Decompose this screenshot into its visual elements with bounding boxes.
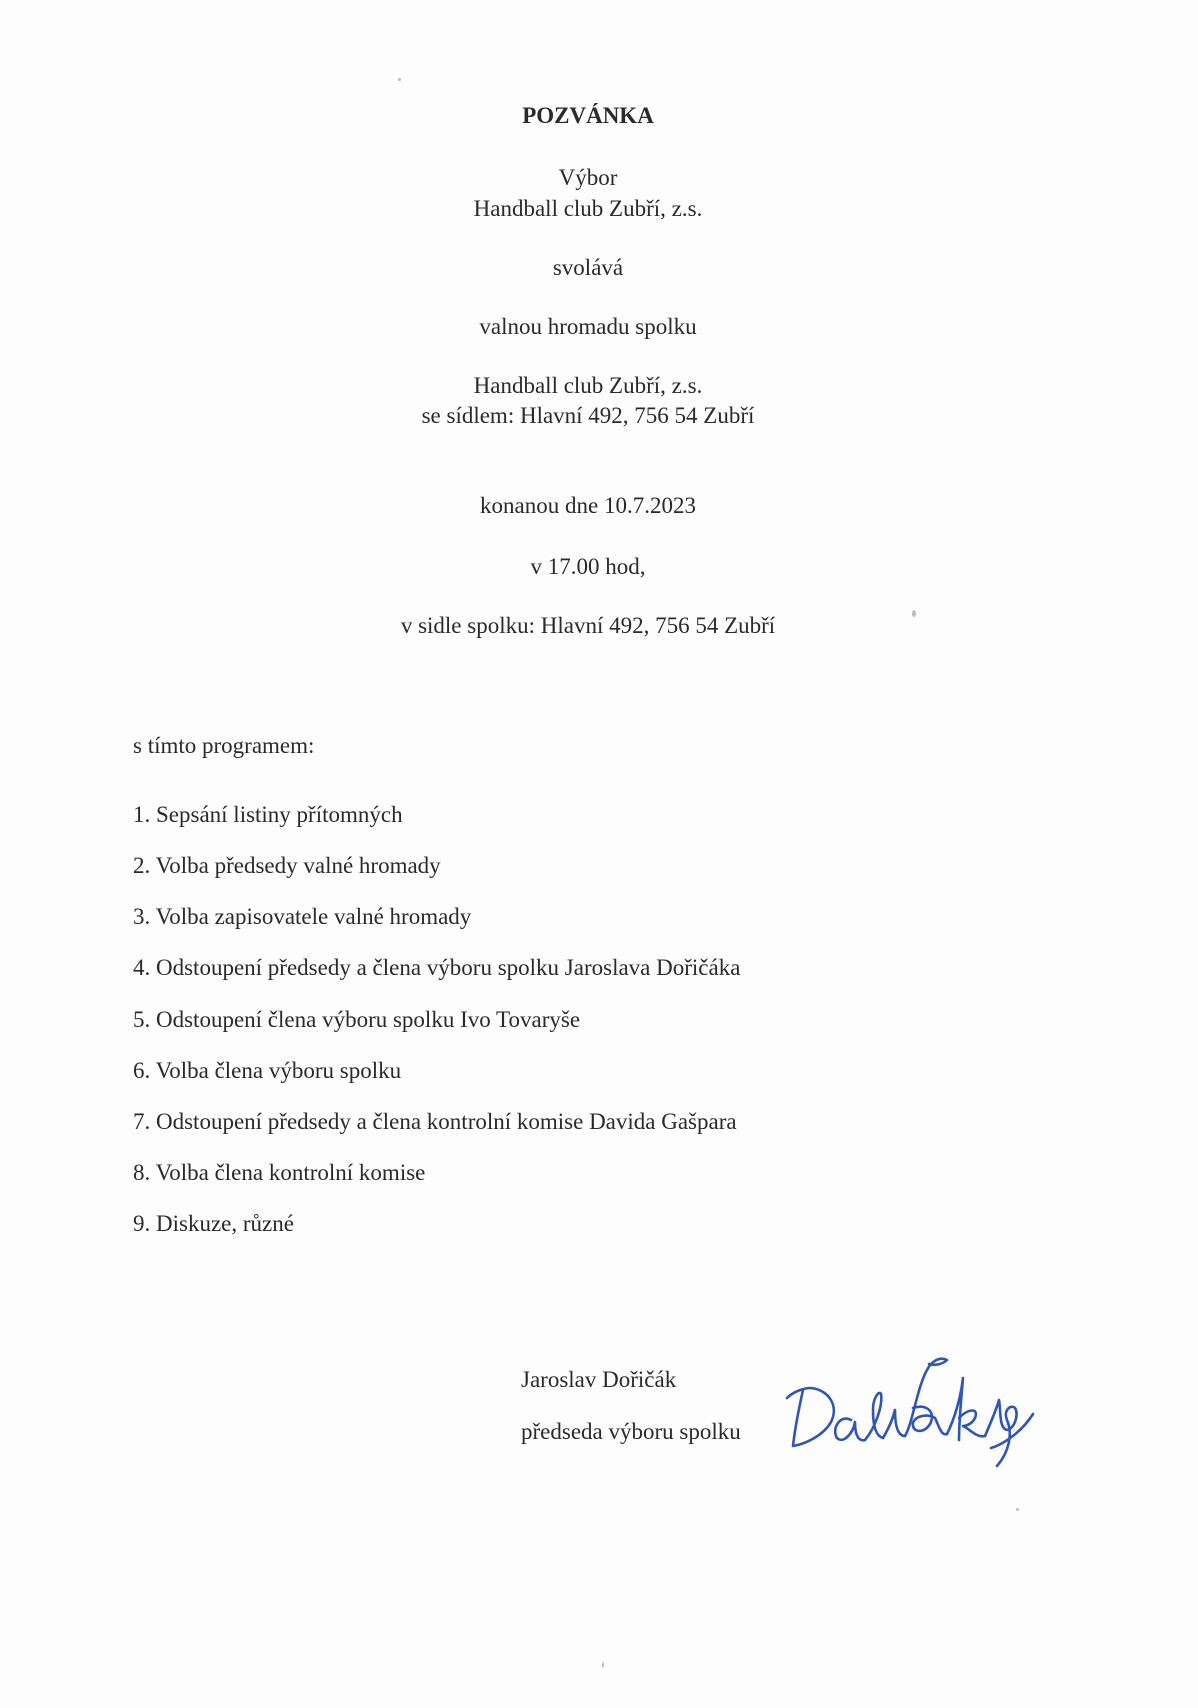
scan-speck xyxy=(602,1662,604,1668)
signatory-name: Jaroslav Dořičák xyxy=(521,1367,677,1392)
scan-speck xyxy=(398,78,401,81)
agenda-item: 9. Diskuze, různé xyxy=(133,1211,294,1236)
agenda-item: 1. Sepsání listiny přítomných xyxy=(133,802,403,827)
scan-speck xyxy=(1016,1508,1019,1511)
agenda-item: 8. Volba člena kontrolní komise xyxy=(133,1160,426,1185)
agenda-item: 6. Volba člena výboru spolku xyxy=(133,1058,402,1083)
handwritten-signature xyxy=(785,1348,1065,1478)
header-line-club: Handball club Zubří, z.s. xyxy=(473,196,703,221)
document-title: POZVÁNKA xyxy=(522,103,654,128)
meeting-time: v 17.00 hod, xyxy=(530,554,646,579)
signatory-role: předseda výboru spolku xyxy=(521,1419,741,1444)
org-name: Handball club Zubří, z.s. xyxy=(473,373,703,398)
meeting-date: konanou dne 10.7.2023 xyxy=(480,493,696,518)
program-intro: s tímto programem: xyxy=(133,733,315,758)
header-line-committee: Výbor xyxy=(558,165,618,190)
agenda-item: 3. Volba zapisovatele valné hromady xyxy=(133,904,472,929)
agenda-item: 7. Odstoupení předsedy a člena kontrolní komise Davida Gašpara xyxy=(133,1109,737,1134)
header-object: valnou hromadu spolku xyxy=(479,314,697,339)
agenda-item: 4. Odstoupení předsedy a člena výboru spolku Jaroslava Dořičáka xyxy=(133,955,741,980)
scan-speck xyxy=(912,610,916,617)
header-verb: svolává xyxy=(552,255,624,280)
org-seat: se sídlem: Hlavní 492, 756 54 Zubří xyxy=(421,403,755,428)
agenda-item: 5. Odstoupení člena výboru spolku Ivo Tovaryše xyxy=(133,1007,581,1032)
meeting-place: v sidle spolku: Hlavní 492, 756 54 Zubří xyxy=(400,613,776,638)
agenda-item: 2. Volba předsedy valné hromady xyxy=(133,853,441,878)
